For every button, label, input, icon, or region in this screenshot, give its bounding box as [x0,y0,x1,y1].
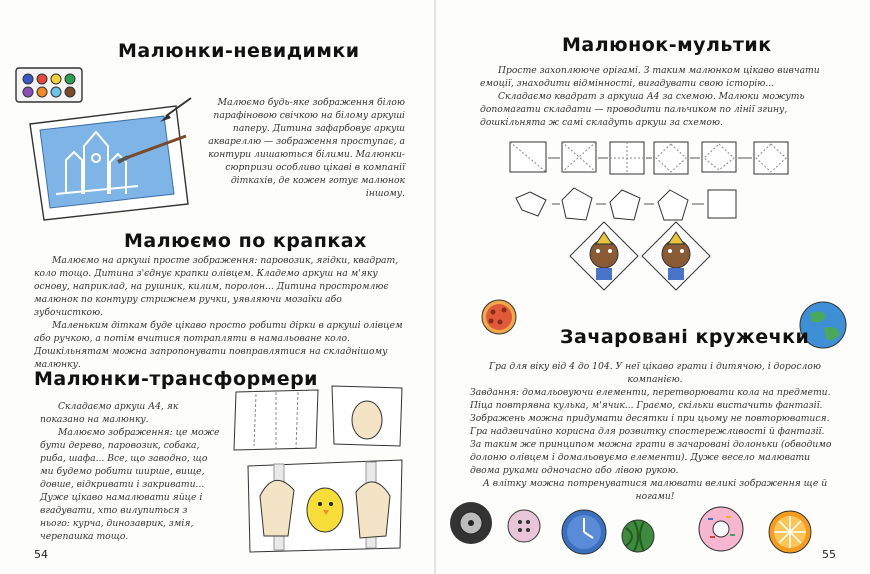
section-text-dots [34,254,404,371]
paragraph: Малюємо зображення: це може бути дерево, паровозик, собака, риба, шафа... Все, що заводно, що ми будемо робити ширше, вище, довше, відкривати і закривати... Дуже цікаво намалювати яйце і вгадувати, хто вилупиться з нього: курча, динозаврик, змія, черепашка тощо. [40,427,220,542]
paragraph: Гра для віку від 4 до 104. У неї цікаво грати і дитячою, і дорослою компанією. [489,361,821,385]
page-number: 54 [34,548,48,561]
section-title-dots: Малюємо по крапках [124,230,367,252]
section-title-cartoon: Малюнок-мультик [562,34,772,56]
pizza-icon [480,298,518,336]
wheel-icon [448,500,494,546]
section-title-transformers: Малюнки-трансформери [34,368,318,390]
section-text-circles [470,360,840,503]
folded-sheet-illustration [232,388,322,452]
page-number: 55 [822,548,836,561]
paragraph: Малюємо на аркуші просте зображення: паровозик, ягідки, квадрат, коло тощо. Дитина з'єднує крапки олівцем. Кладемо аркуш на м'яку основу, наприклад, на рушник, килим, поролон... Дитина простромлює малюнок по контуру стрижнем ручки, уявляючи мозаїки або зубочисткою. [34,255,399,318]
watercolor-castle-illustration [26,96,196,226]
section-text-transformers [40,400,220,543]
paragraph: Завдання: домальовуючи елементи, перетворювати кола на предмети. Піца повтрявна кулька, м'ячик... Граємо, скільки вистачить фантазії. Зображень можна придумати десятки і при цьому не повторюватися. Гра надзвичайно корисна для розвитку спостережливості й фантазії. [470,387,831,437]
chick-hatching-illustration [244,456,406,556]
egg-drawing-illustration [330,384,404,448]
paragraph: Складаємо квадрат з аркуша А4 за схемою. Малюки можуть допомагати складати — проводити пальчиком по лінії згину, дошкільнята ж самі складуть аркуш за схемою. [480,91,805,128]
right-page [436,0,870,574]
orange-slice-icon [766,508,814,556]
section-text-invisible [200,96,405,200]
paragraph: Складаємо аркуш А4, як показано на малюнку. [40,401,179,425]
button-icon [506,508,542,544]
paragraph: Малюємо будь-яке зображення білою парафіновою свічкою на білому аркуші паперу. Дитина зафарбовує аркуш аквареллю — зображення проступає, а контури лишаються білими. Малюнки-сюрпризи особливо цікаві в компанії діткахів, де кожен готує малюнок іншому. [208,97,405,199]
section-text-cartoon [480,64,822,129]
clock-icon [560,508,608,556]
donut-icon [696,504,746,554]
paragraph: Просте захоплююче орігамі. З таким малюнком цікаво вивчати емоції, знаходити відмінності, вигадувати свою історію... [480,65,820,89]
paragraph: За таким же принципом можна грати в зачаровані долоньки (обводимо долоню олівцем і домальовуємо елементи). Дуже весело малювати двома руками одночасно або лівою рукою. [470,439,832,476]
paragraph: Маленьким діткам буде цікаво просто робити дірки в аркуші олівцем або ручкою, а потім вчитися потрапляти в намальоване коло. Дошкільнятам можна запропонувати повправлятися на складнішому малюнку. [34,320,403,370]
origami-folding-diagram [504,136,816,296]
watermelon-icon [620,518,656,554]
left-page [0,0,434,574]
section-title-invisible: Малюнки-невидимки [118,40,360,62]
paragraph: А влітку можна потренуватися малювати великі зображення ще й ногами! [482,478,828,502]
section-title-circles: Зачаровані кружечки [560,326,810,348]
